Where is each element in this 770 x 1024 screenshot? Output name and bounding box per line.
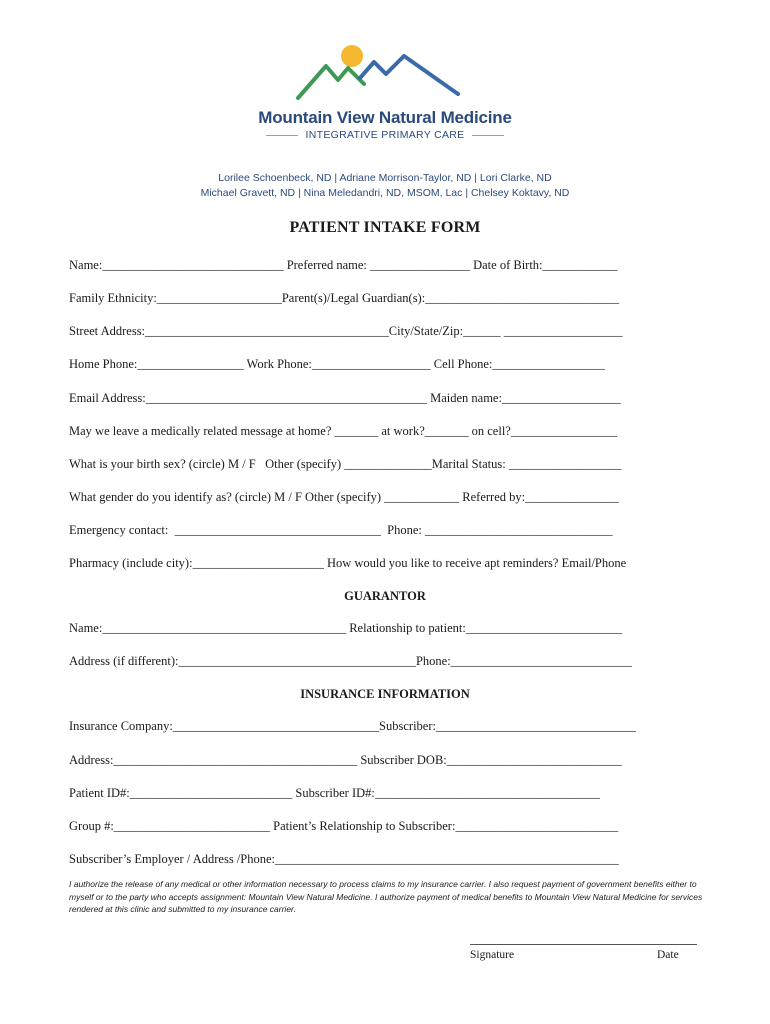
signature-label: Signature <box>470 949 515 961</box>
message-permission-row[interactable]: May we leave a medically related message at home? _______ at work?_______ on cell?_________________ <box>69 424 618 438</box>
insurance-address-row[interactable]: Address:_______________________________________ Subscriber DOB:____________________________ <box>69 753 622 767</box>
clinic-tagline <box>0 129 770 141</box>
authorization-statement: I authorize the release of any medical or other information necessary to process claims to my insurance carrier. I also request payment of government benefits either to myself or to the party who accepts assignment: Mountain View Natural Medicine. I authorize payment of medical benefits to Mountain View Natural Medicine for services rendered at this clinic and submitted to my insurance carrier. <box>69 879 703 914</box>
insurance-heading: INSURANCE INFORMATION <box>300 687 470 701</box>
tagline-rule-right <box>472 135 504 136</box>
gender-referral-row[interactable]: What gender do you identify as? (circle) M / F Other (specify) ____________ Referred by:_______________ <box>69 490 619 504</box>
guarantor-heading: GUARANTOR <box>344 589 426 603</box>
tagline-text: INTEGRATIVE PRIMARY CARE <box>305 129 465 141</box>
provider-list-line-1: Lorilee Schoenbeck, ND | Adriane Morrison-Taylor, ND | Lori Clarke, ND <box>218 172 552 184</box>
emergency-contact-row[interactable]: Emergency contact: _________________________________ Phone: ______________________________ <box>69 523 613 537</box>
guarantor-name-row[interactable]: Name:_______________________________________ Relationship to patient:_________________________ <box>69 621 623 635</box>
signature-line[interactable] <box>470 944 697 945</box>
form-title: PATIENT INTAKE FORM <box>289 219 481 236</box>
email-maiden-row[interactable]: Email Address:_____________________________________________ Maiden name:___________________ <box>69 391 621 405</box>
provider-list-line-2: Michael Gravett, ND | Nina Meledandri, ND, MSOM, Lac | Chelsey Koktavy, ND <box>200 187 570 199</box>
insurance-company-row[interactable]: Insurance Company:_________________________________Subscriber:________________________________ <box>69 719 636 733</box>
date-label: Date <box>657 949 679 961</box>
ethnicity-guardian-row[interactable]: Family Ethnicity:____________________Parent(s)/Legal Guardian(s):_______________________________ <box>69 291 619 305</box>
phone-numbers-row[interactable]: Home Phone:_________________ Work Phone:___________________ Cell Phone:__________________ <box>69 357 605 371</box>
mountain-sun-logo-icon <box>290 40 480 110</box>
street-address-row[interactable]: Street Address:_______________________________________City/State/Zip:______ ___________________ <box>69 324 623 338</box>
patient-id-row[interactable]: Patient ID#:__________________________ Subscriber ID#:____________________________________ <box>69 786 600 800</box>
guarantor-address-row[interactable]: Address (if different):______________________________________Phone:_____________________________ <box>69 654 632 668</box>
clinic-name: Mountain View Natural Medicine <box>258 108 512 127</box>
tagline-rule-left <box>266 135 298 136</box>
birth-sex-marital-row[interactable]: What is your birth sex? (circle) M / F Other (specify) ______________Marital Status: __________________ <box>69 457 622 471</box>
subscriber-employer-row[interactable]: Subscriber’s Employer / Address /Phone:_______________________________________________________ <box>69 852 619 866</box>
patient-name-row[interactable]: Name:_____________________________ Preferred name: ________________ Date of Birth:____________ <box>69 258 618 272</box>
group-relationship-row[interactable]: Group #:_________________________ Patient’s Relationship to Subscriber:__________________________ <box>69 819 618 833</box>
pharmacy-reminders-row[interactable]: Pharmacy (include city):_____________________ How would you like to receive apt reminders? Email/Phone <box>69 556 627 570</box>
